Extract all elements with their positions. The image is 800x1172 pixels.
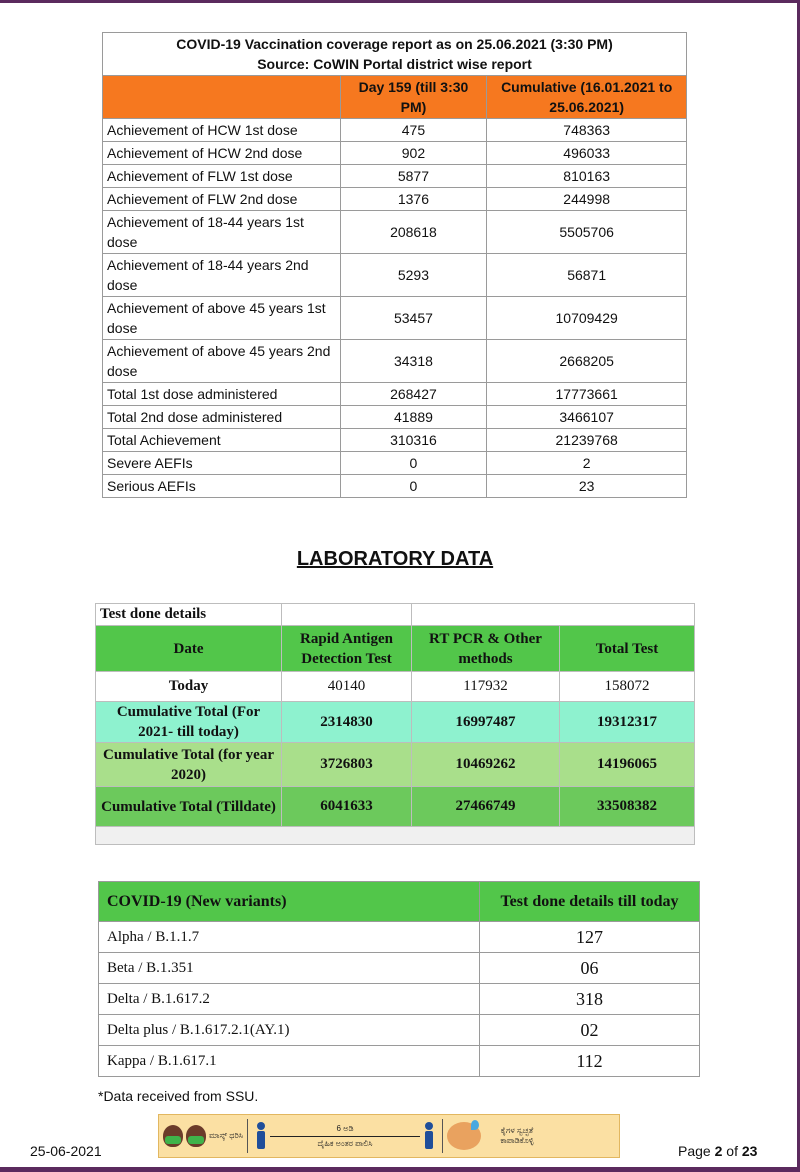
vaccination-header-cumulative: Cumulative (16.01.2021 to 25.06.2021) — [487, 76, 687, 119]
handwash-segment — [443, 1115, 551, 1157]
row-label: Serious AEFIs — [103, 475, 341, 498]
cumulative-value: 244998 — [487, 188, 687, 211]
lab-header-date: Date — [96, 626, 282, 672]
table-row — [103, 406, 687, 429]
masked-face-icon — [163, 1125, 183, 1147]
lab-header-row — [96, 626, 695, 672]
day-value: 5293 — [340, 254, 487, 297]
handwash-text: ಕೈಗಳ ಸ್ವಚ್ಛತೆ ಕಾಪಾಡಿಕೊಳ್ಳಿ — [500, 1126, 534, 1145]
distance-arrow — [270, 1124, 420, 1149]
table-row — [103, 383, 687, 406]
variants-header-row — [99, 882, 700, 922]
lab-cell-total: 19312317 — [560, 702, 695, 743]
lab-cell-rat: 2314830 — [282, 702, 412, 743]
lab-row-today — [96, 672, 695, 702]
variant-count: 112 — [480, 1046, 700, 1077]
handwash-icon — [447, 1122, 481, 1150]
table-row — [103, 340, 687, 383]
lab-cell-rtpcr: 117932 — [412, 672, 560, 702]
row-label: Total Achievement — [103, 429, 341, 452]
cumulative-value: 21239768 — [487, 429, 687, 452]
lab-footer-blank — [96, 827, 695, 845]
row-label: Achievement of FLW 2nd dose — [103, 188, 341, 211]
page-total: 23 — [741, 1143, 758, 1159]
lab-cell-rtpcr: 27466749 — [412, 787, 560, 827]
lab-heading: LABORATORY DATA — [296, 548, 494, 570]
lab-cell-total: 33508382 — [560, 787, 695, 827]
double-arrow-icon — [270, 1136, 420, 1137]
day-value: 34318 — [340, 340, 487, 383]
variants-header-left: COVID-19 (New variants) — [99, 882, 480, 922]
cumulative-value: 56871 — [487, 254, 687, 297]
vaccination-title-line2: Source: CoWIN Portal district wise report — [257, 56, 532, 72]
cumulative-value: 5505706 — [487, 211, 687, 254]
table-row — [103, 211, 687, 254]
row-label: Total 1st dose administered — [103, 383, 341, 406]
row-label: Achievement of 18-44 years 1st dose — [103, 211, 341, 254]
lab-row-label: Cumulative Total (For 2021- till today) — [96, 702, 282, 743]
masked-face-icon — [186, 1125, 206, 1147]
vaccination-title — [103, 33, 687, 76]
cumulative-value: 2 — [487, 452, 687, 475]
variant-name: Delta plus / B.1.617.2.1(AY.1) — [99, 1015, 480, 1046]
day-value: 902 — [340, 142, 487, 165]
source-note: *Data received from SSU. — [98, 1088, 259, 1104]
table-row — [103, 429, 687, 452]
mask-segment — [159, 1115, 247, 1157]
day-value: 5877 — [340, 165, 487, 188]
cumulative-value: 810163 — [487, 165, 687, 188]
row-label: Achievement of FLW 1st dose — [103, 165, 341, 188]
day-value: 268427 — [340, 383, 487, 406]
lab-table — [95, 603, 695, 845]
vaccination-table — [102, 32, 687, 498]
person-icon — [424, 1122, 434, 1150]
vaccination-title-row — [103, 33, 687, 76]
page-number — [678, 1143, 757, 1159]
lab-caption: Test done details — [96, 604, 282, 626]
vaccination-title-line1: COVID-19 Vaccination coverage report as on 25.06.2021 (3:30 PM) — [176, 36, 613, 52]
vaccination-header-blank — [103, 76, 341, 119]
cumulative-value: 3466107 — [487, 406, 687, 429]
day-value: 310316 — [340, 429, 487, 452]
person-icon — [256, 1122, 266, 1150]
lab-header-rtpcr: RT PCR & Other methods — [412, 626, 560, 672]
variant-count: 06 — [480, 953, 700, 984]
lab-row-cumulative-2021 — [96, 702, 695, 743]
variant-name: Delta / B.1.617.2 — [99, 984, 480, 1015]
lab-cell-total: 158072 — [560, 672, 695, 702]
lab-row-cumulative-2020 — [96, 743, 695, 787]
table-row — [103, 297, 687, 340]
lab-row-label: Cumulative Total (Tilldate) — [96, 787, 282, 827]
vaccination-header-day: Day 159 (till 3:30 PM) — [340, 76, 487, 119]
distance-top-text: 6 ಅಡಿ — [336, 1123, 354, 1133]
lab-cell-total: 14196065 — [560, 743, 695, 787]
lab-caption-blank — [412, 604, 695, 626]
table-row — [99, 1046, 700, 1077]
page-border-bottom — [0, 1167, 800, 1172]
row-label: Achievement of above 45 years 2nd dose — [103, 340, 341, 383]
distance-bottom-text: ದೈಹಿಕ ಅಂತರ ಪಾಲಿಸಿ — [317, 1138, 373, 1148]
day-value: 0 — [340, 475, 487, 498]
page-current: 2 — [714, 1143, 723, 1159]
cumulative-value: 17773661 — [487, 383, 687, 406]
day-value: 1376 — [340, 188, 487, 211]
awareness-banner — [158, 1114, 620, 1158]
lab-cell-rtpcr: 16997487 — [412, 702, 560, 743]
footer-date: 25-06-2021 — [30, 1143, 102, 1159]
variants-header-right: Test done details till today — [480, 882, 700, 922]
table-row — [99, 953, 700, 984]
cumulative-value: 748363 — [487, 119, 687, 142]
cumulative-value: 23 — [487, 475, 687, 498]
distance-segment — [248, 1115, 442, 1157]
table-row — [99, 1015, 700, 1046]
lab-header-total: Total Test — [560, 626, 695, 672]
variant-name: Kappa / B.1.617.1 — [99, 1046, 480, 1077]
cumulative-value: 2668205 — [487, 340, 687, 383]
lab-row-label: Cumulative Total (for year 2020) — [96, 743, 282, 787]
variant-name: Beta / B.1.351 — [99, 953, 480, 984]
variant-count: 127 — [480, 922, 700, 953]
lab-caption-blank — [282, 604, 412, 626]
row-label: Achievement of above 45 years 1st dose — [103, 297, 341, 340]
variants-table — [98, 881, 700, 1077]
cumulative-value: 496033 — [487, 142, 687, 165]
lab-cell-rat: 6041633 — [282, 787, 412, 827]
row-label: Total 2nd dose administered — [103, 406, 341, 429]
mask-text: ಮಾಸ್ಕ್ ಧರಿಸಿ — [209, 1131, 243, 1140]
table-row — [103, 254, 687, 297]
lab-footer-row — [96, 827, 695, 845]
table-row — [103, 142, 687, 165]
lab-header-rat: Rapid Antigen Detection Test — [282, 626, 412, 672]
table-row — [99, 984, 700, 1015]
variant-name: Alpha / B.1.1.7 — [99, 922, 480, 953]
row-label: Severe AEFIs — [103, 452, 341, 475]
page-of: of — [726, 1143, 738, 1159]
lab-caption-row — [96, 604, 695, 626]
cumulative-value: 10709429 — [487, 297, 687, 340]
lab-cell-rat: 3726803 — [282, 743, 412, 787]
day-value: 475 — [340, 119, 487, 142]
day-value: 0 — [340, 452, 487, 475]
lab-row-cumulative-tilldate — [96, 787, 695, 827]
lab-row-label: Today — [96, 672, 282, 702]
table-row — [103, 165, 687, 188]
table-row — [99, 922, 700, 953]
table-row — [103, 119, 687, 142]
vaccination-header-row — [103, 76, 687, 119]
day-value: 41889 — [340, 406, 487, 429]
table-row — [103, 188, 687, 211]
row-label: Achievement of HCW 2nd dose — [103, 142, 341, 165]
day-value: 208618 — [340, 211, 487, 254]
row-label: Achievement of HCW 1st dose — [103, 119, 341, 142]
table-row — [103, 452, 687, 475]
table-row — [103, 475, 687, 498]
variant-count: 318 — [480, 984, 700, 1015]
page-border-top — [0, 0, 800, 3]
day-value: 53457 — [340, 297, 487, 340]
row-label: Achievement of 18-44 years 2nd dose — [103, 254, 341, 297]
page-prefix: Page — [678, 1143, 711, 1159]
lab-cell-rat: 40140 — [282, 672, 412, 702]
lab-cell-rtpcr: 10469262 — [412, 743, 560, 787]
variant-count: 02 — [480, 1015, 700, 1046]
